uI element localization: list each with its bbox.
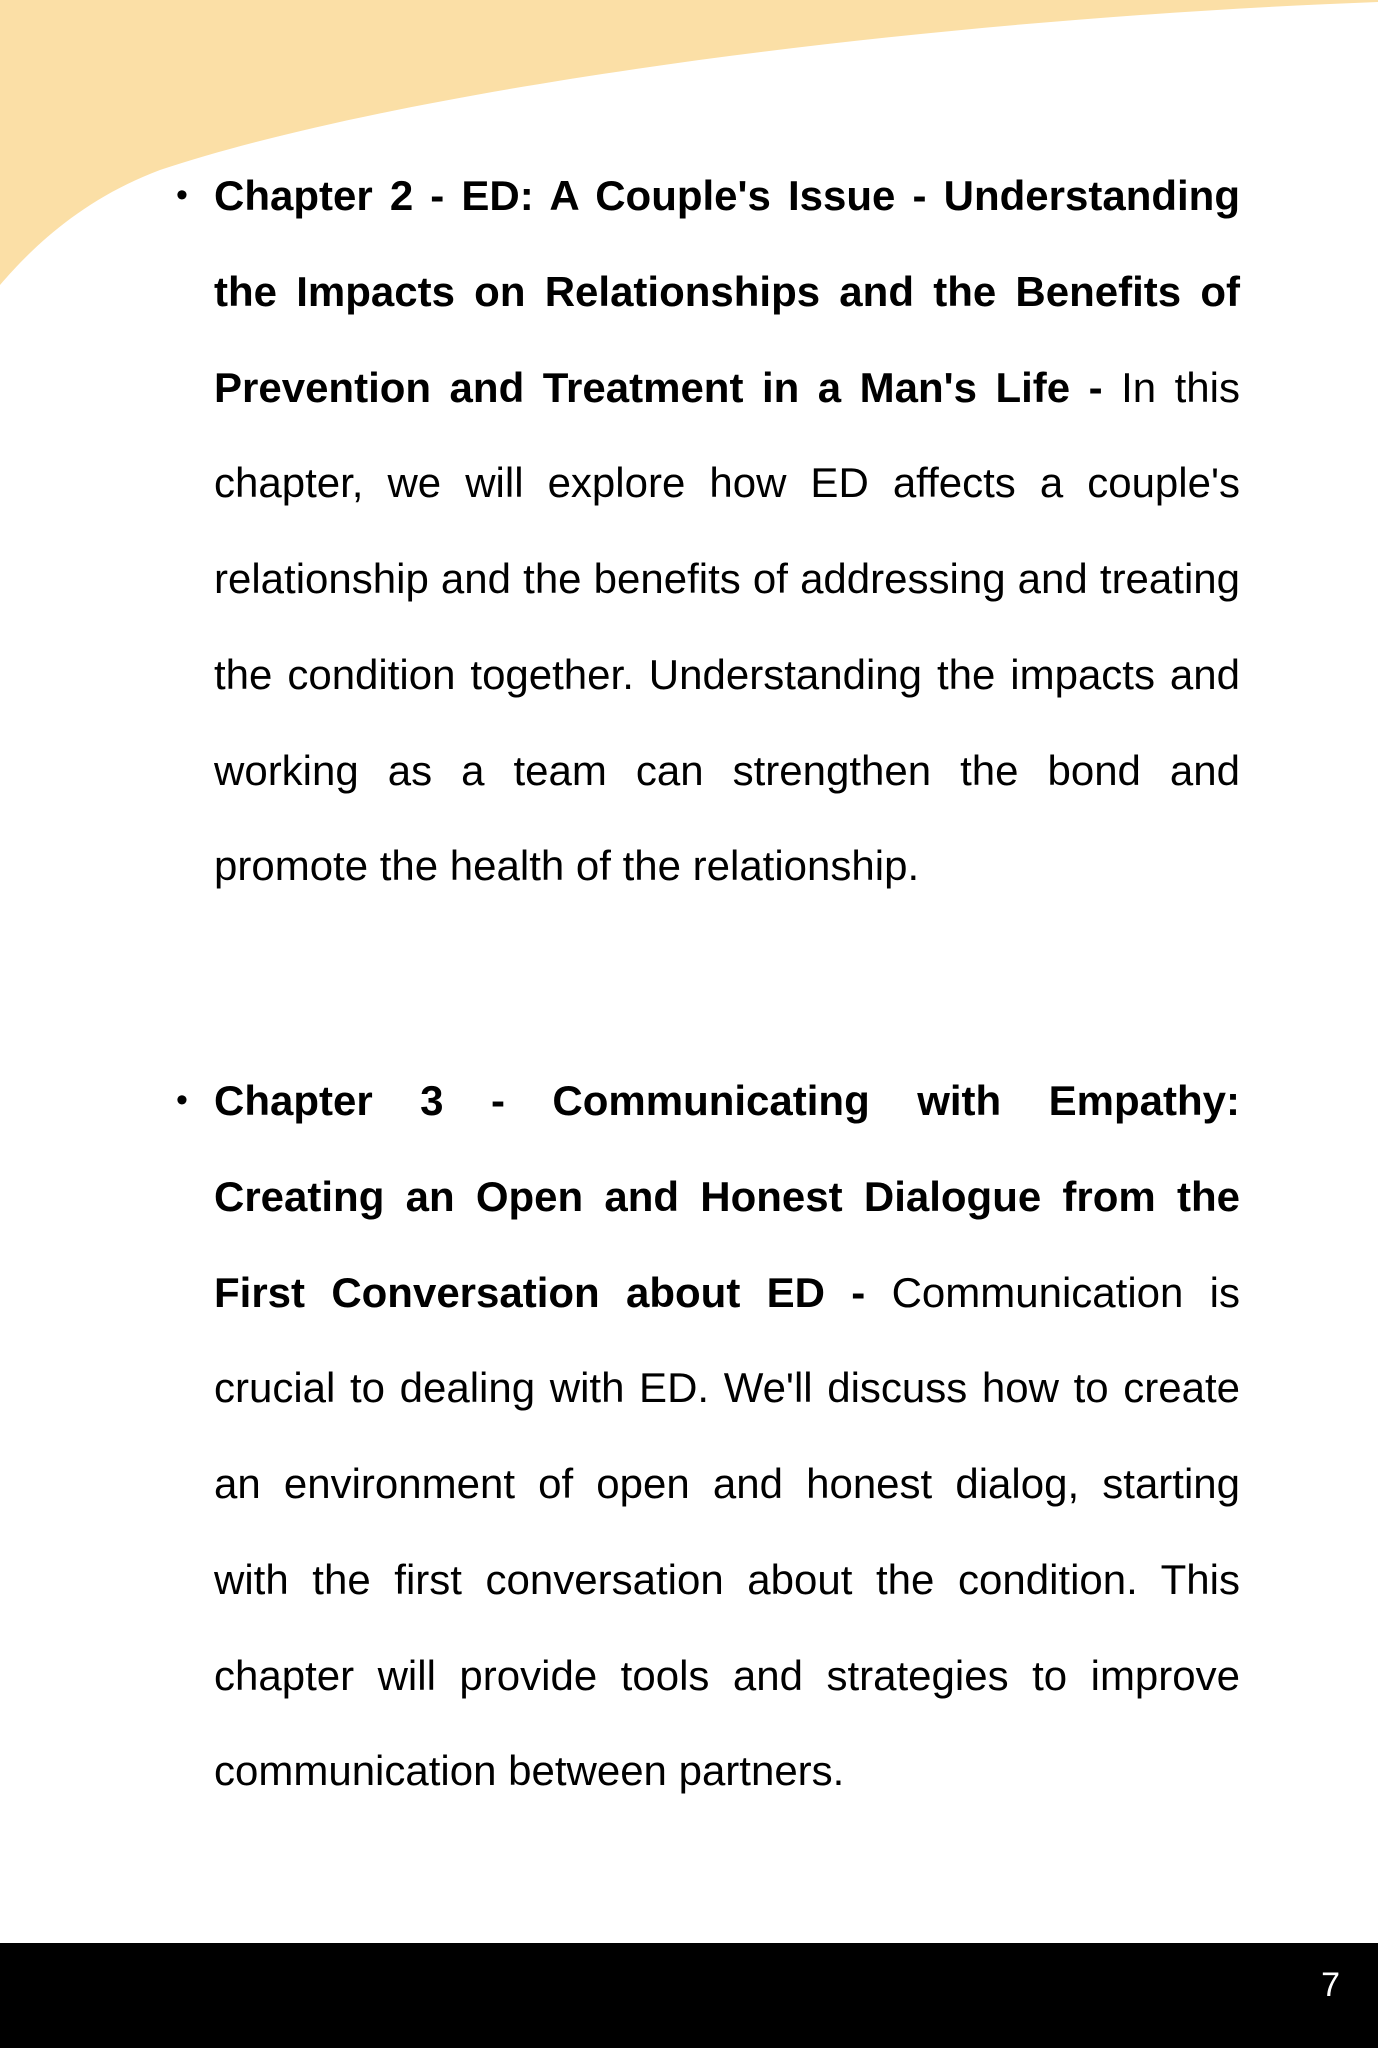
chapter-title: Chapter 3 - Communicating with Empathy: Creating an Open and Honest Dialogue from the First Conversation about ED -: [214, 1077, 1240, 1316]
page-number: 7: [1321, 1966, 1340, 2004]
chapter-item-3: [176, 1053, 1240, 1819]
chapter-item-2: [176, 148, 1240, 914]
footer-bar: [0, 1943, 1378, 2048]
chapter-description: Communication is crucial to dealing with ED. We'll discuss how to create an environment of open and honest dialog, starting with the first conversation about the condition. This chapter will provide tools and strategies to improve communication between partners.: [214, 1268, 1240, 1795]
chapter-title: Chapter 2 - ED: A Couple's Issue - Understanding the Impacts on Relationships and the Benefits of Prevention and Treatment in a Man's Life -: [214, 172, 1240, 411]
bullet: •: [176, 1081, 188, 1119]
chapter-description: In this chapter, we will explore how ED affects a couple's relationship and the benefits of addressing and treating the condition together. Understanding the impacts and working as a team can strengthen the bond and promote the health of the relationship.: [214, 363, 1240, 890]
bullet: •: [176, 176, 188, 214]
